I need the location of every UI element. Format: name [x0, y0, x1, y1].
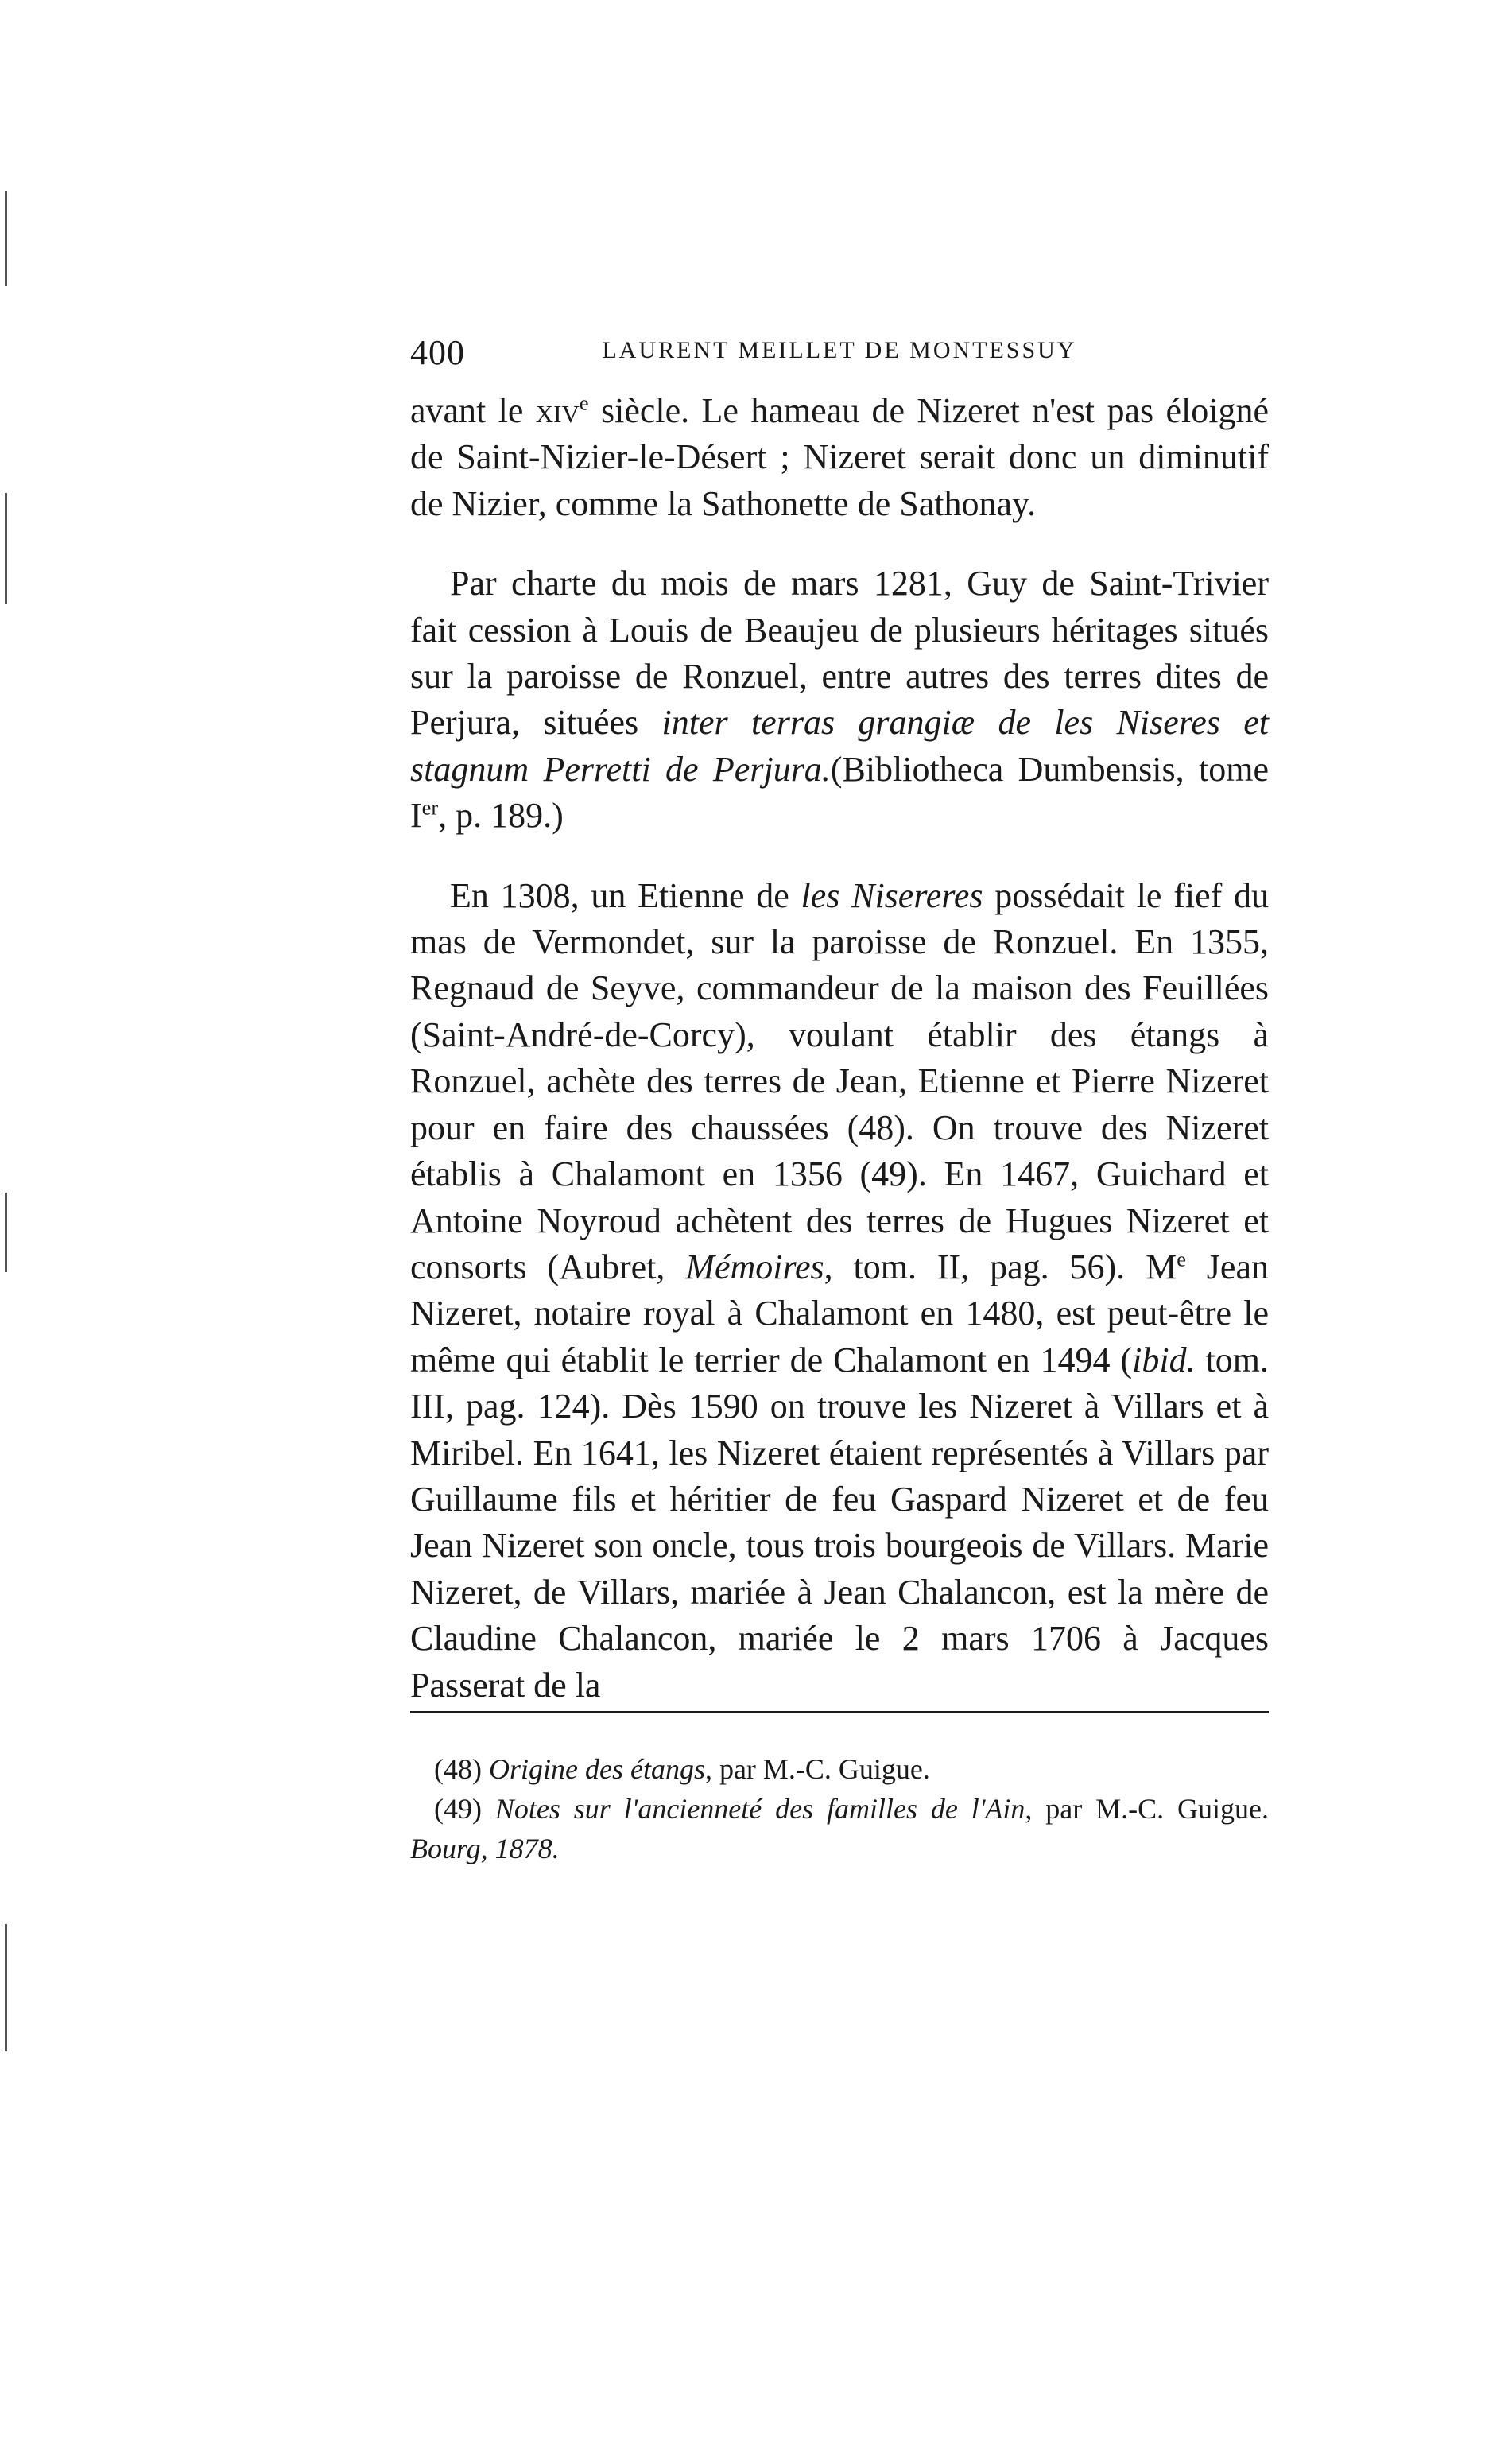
paragraph-continuation: [410, 388, 1269, 527]
text-span: , tom. II, pag. 56). M: [824, 1247, 1177, 1286]
footnote-48: [410, 1749, 1269, 1789]
text-span: , par M.-C. Guigue.: [704, 1753, 930, 1785]
scan-edge-mark: [5, 493, 7, 604]
scan-edge-mark: [5, 1193, 7, 1272]
text-span: , par M.-C. Guigue.: [1025, 1793, 1269, 1825]
text-span: Par charte du mois de mars 1281, Guy de Saint-Trivier fait cession à Louis de Beaujeu de plusieurs héritages situés sur la paroisse de Ronzuel, entre autres des terres dites de Perjura, situées: [410, 564, 1269, 743]
text-span: possédait le fief du mas de Vermondet, sur la paroisse de Ronzuel. En 1355, Regnaud de Seyve, commandeur de la maison des Feuillées (Saint-André-de-Corcy), voulant établir des étangs à Ronzuel, achète des terres de Jean, Etienne et Pierre Nizeret pour en faire des chaussées (48). On trouve des Nizeret établis à Chalamont en 1356 (49). En 1467, Guichard et Antoine Noyroud achètent des terres de Hugues Nizeret et consorts (Aubret,: [410, 875, 1269, 1286]
scan-edge-mark: [5, 1924, 7, 2051]
footnote-number: (48): [434, 1753, 489, 1785]
page-number: 400: [410, 333, 465, 372]
superscript: e: [579, 390, 589, 415]
text-span: En 1308, un Etienne de: [450, 875, 801, 915]
main-text: [410, 388, 1269, 1709]
footnote-rule: [410, 1711, 1269, 1713]
text-span: avant le: [410, 391, 536, 430]
footnote-title: Notes sur l'ancienneté des familles de l'Ain: [494, 1793, 1025, 1825]
footnotes: [410, 1749, 1269, 1868]
footnote-49: [410, 1789, 1269, 1868]
italic-name: les Nisereres: [801, 875, 983, 915]
scan-edge-mark: [5, 191, 7, 286]
superscript: er: [421, 795, 439, 820]
paragraph-charter: [410, 561, 1269, 839]
footnote-title: Origine des étangs: [488, 1753, 705, 1785]
running-title: LAURENT MEILLET DE MONTESSUY: [602, 337, 1077, 363]
italic-abbrev: ibid.: [1132, 1340, 1196, 1379]
footnote-number: (49): [434, 1793, 495, 1825]
text-span: Jean Nizeret, notaire royal à Chalamont en 1480, est peut-être le même qui établit le terrier de Chalamont en 1494 (: [410, 1247, 1269, 1379]
text-span: , p. 189.): [438, 796, 564, 836]
roman-numeral: xiv: [535, 391, 580, 430]
footnote-imprint: Bourg, 1878.: [410, 1833, 560, 1864]
superscript: e: [1177, 1247, 1186, 1271]
text-span: (Bibliotheca Dumbensis, tome I: [410, 749, 1269, 836]
paragraph-nizeret-history: [410, 873, 1269, 1709]
latin-quote: inter terras grangiæ de les Niseres et stagnum Perretti de Perjura.: [410, 703, 1269, 789]
text-span: tom. III, pag. 124). Dès 1590 on trouve les Nizeret à Villars et à Miribel. En 1641, les Nizeret étaient représentés à Villars par Guillaume fils et héritier de feu Gaspard Nizeret et de feu Jean Nizeret son oncle, tous trois bourgeois de Villars. Marie Nizeret, de Villars, mariée à Jean Chalancon, est la mère de Claudine Chalancon, mariée le 2 mars 1706 à Jacques Passerat de la: [410, 1340, 1269, 1705]
italic-title: Mémoires: [685, 1247, 824, 1286]
text-span: siècle. Le hameau de Nizeret n'est pas éloigné de Saint-Nizier-le-Désert ; Nizeret serait donc un diminutif de Nizier, comme la Sathonette de Sathonay.: [410, 391, 1269, 523]
page-header: [410, 332, 1269, 380]
